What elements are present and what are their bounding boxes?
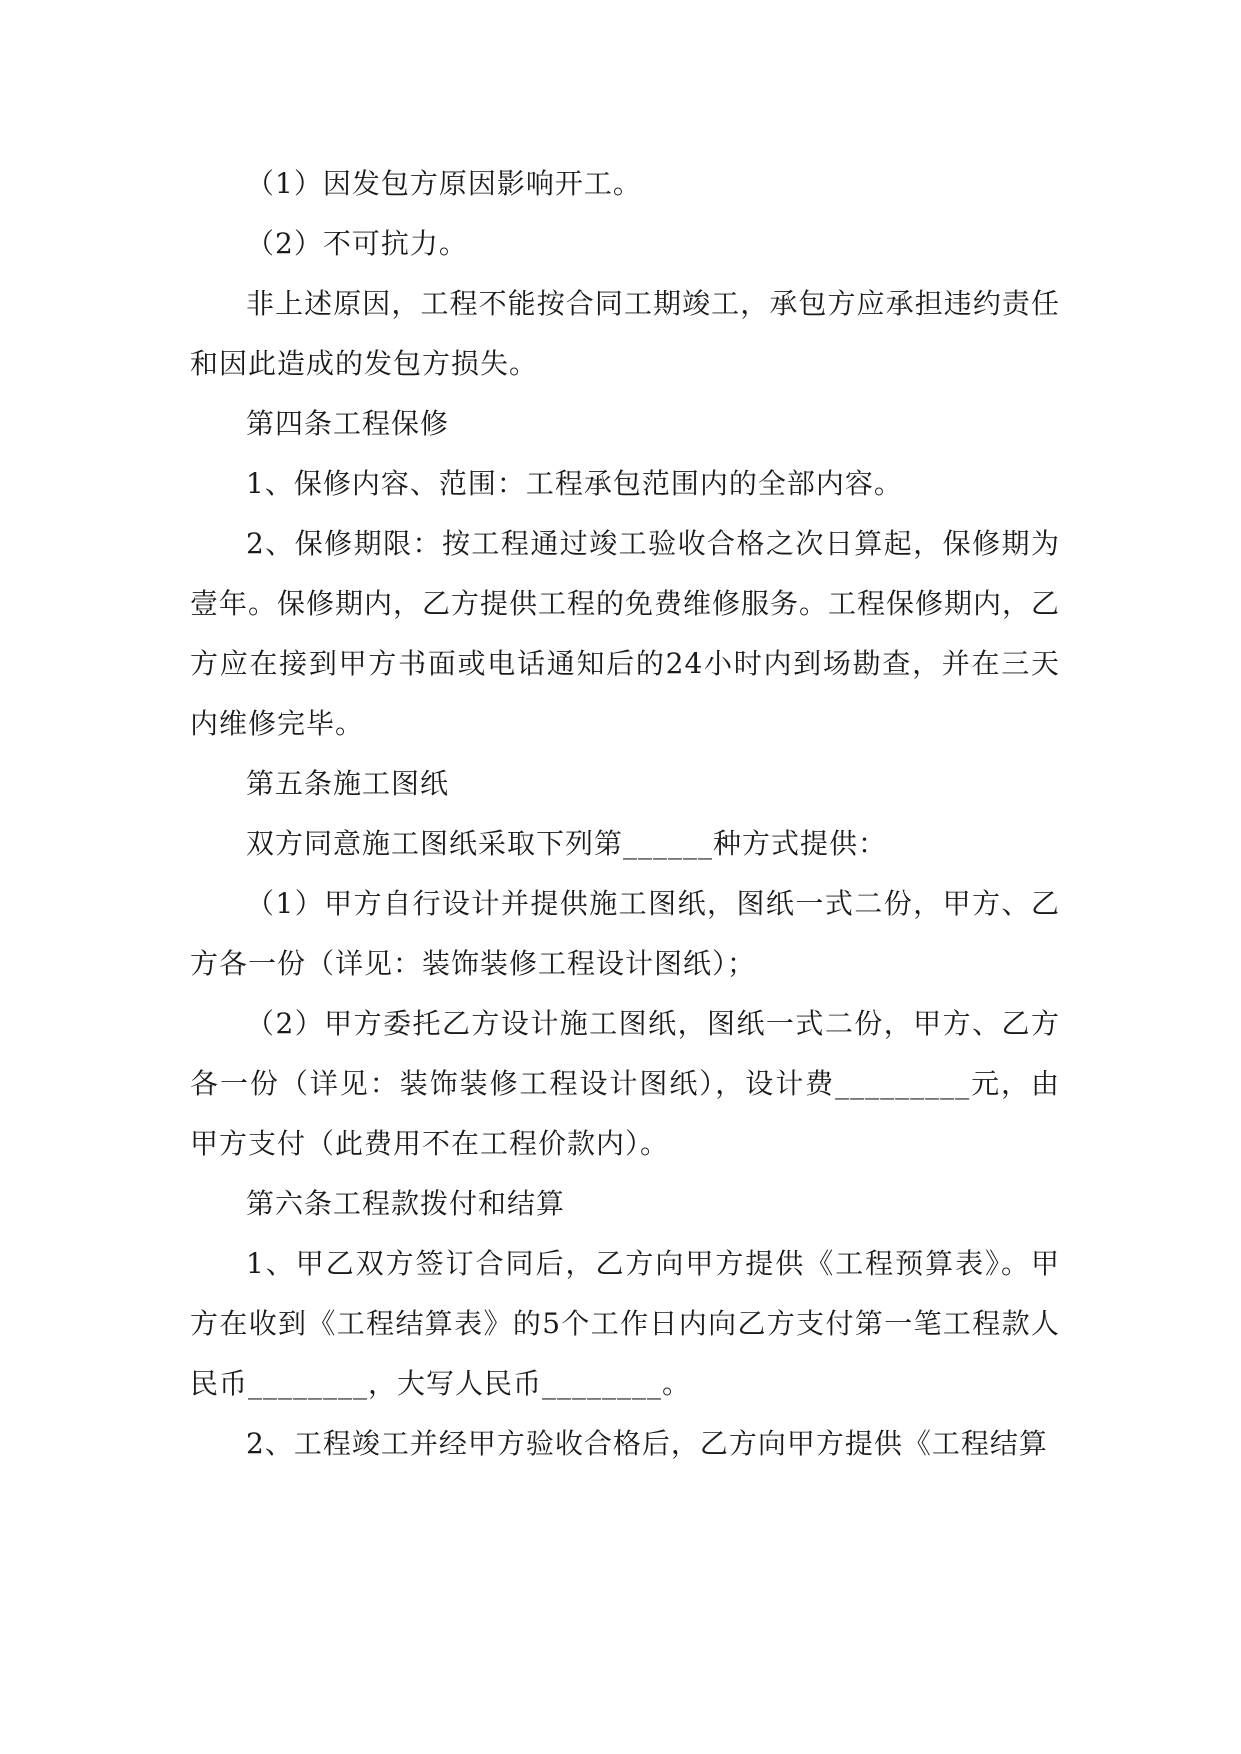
paragraph-payment-1: 1、甲乙双方签订合同后，乙方向甲方提供《工程预算表》。甲方在收到《工程结算表》的5个工作日内向乙方支付第一笔工程款人民币________，大写人民币________。 [190, 1247, 1060, 1400]
paragraph-drawing-option-1: （1）甲方自行设计并提供施工图纸，图纸一式二份，甲方、乙方各一份（详见：装饰装修工程设计图纸）； [190, 887, 1060, 980]
paragraph-delay-reason-2: （2）不可抗力。 [246, 227, 468, 260]
section-heading-warranty: 第四条工程保修 [246, 407, 450, 440]
paragraph-payment-2: 2、工程竣工并经甲方验收合格后，乙方向甲方提供《工程结算 [246, 1427, 1048, 1460]
paragraph-warranty-scope: 1、保修内容、范围：工程承包范围内的全部内容。 [246, 467, 903, 500]
paragraph-drawing-option-2: （2）甲方委托乙方设计施工图纸，图纸一式二份，甲方、乙方各一份（详见：装饰装修工程设计图纸），设计费_________元，由甲方支付（此费用不在工程价款内）。 [190, 1007, 1060, 1160]
section-heading-payment: 第六条工程款拨付和结算 [246, 1187, 566, 1220]
section-heading-drawings: 第五条施工图纸 [246, 767, 450, 800]
paragraph-drawing-method: 双方同意施工图纸采取下列第______种方式提供： [246, 827, 888, 860]
document-body [190, 154, 1060, 1474]
paragraph-delay-reason-1: （1）因发包方原因影响开工。 [246, 167, 642, 200]
paragraph-warranty-period: 2、保修期限：按工程通过竣工验收合格之次日算起，保修期为壹年。保修期内，乙方提供工程的免费维修服务。工程保修期内，乙方应在接到甲方书面或电话通知后的24小时内到场勘查，并在三天内维修完毕。 [190, 527, 1061, 740]
paragraph-breach-liability: 非上述原因，工程不能按合同工期竣工，承包方应承担违约责任和因此造成的发包方损失。 [190, 287, 1060, 380]
